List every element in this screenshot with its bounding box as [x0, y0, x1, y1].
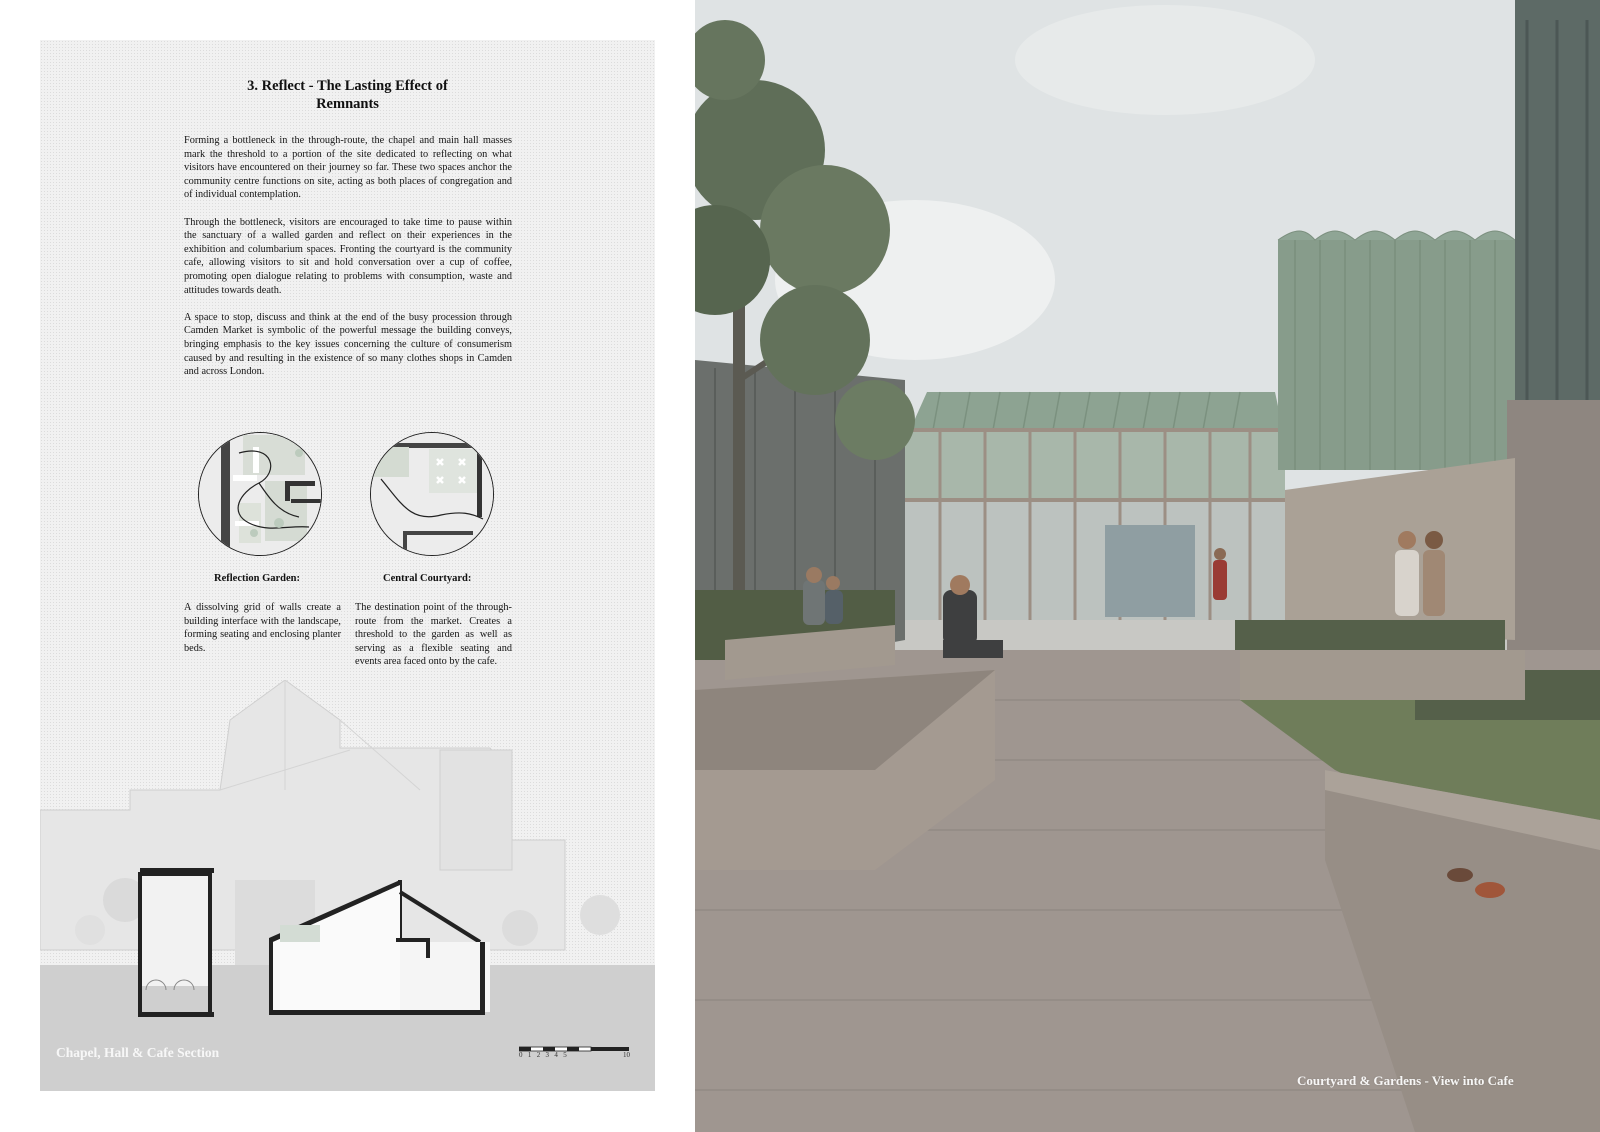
courtyard-render	[695, 0, 1600, 1132]
paragraph-2: Through the bottleneck, visitors are encouraged to take time to pause within the sanctuary of a walled garden and reflect on their experiences in the exhibition and columbarium spaces. Fronting the courtyard is the community cafe, allowing visitors to sit and hold conversation over a cup of coffee, promoting open dialogue relating to problems with consumption, waste and attitudes towards death.	[184, 216, 512, 296]
title-line-2: Remnants	[316, 96, 379, 112]
section-caption: Chapel, Hall & Cafe Section	[56, 1045, 220, 1060]
paragraph-3: A space to stop, discuss and think at the end of the busy procession through Camden Market is symbolic of the powerful message the building conveys, bringing emphasis to the key issues concerning the culture of consumerism caused by and resulting in the existence of so many clothes shops in Camden and across London.	[184, 311, 512, 378]
central-courtyard-plan	[370, 432, 494, 556]
reflection-garden-heading: Reflection Garden:	[214, 573, 301, 584]
reflection-garden-text: A dissolving grid of walls create a building interface with the landscape, forming seating and enclosing planter beds.	[184, 602, 341, 654]
body-text	[184, 134, 512, 392]
page-title	[40, 77, 655, 113]
scale-end-label: 10	[623, 1051, 630, 1059]
reflection-garden-plan	[198, 432, 322, 556]
paragraph-1: Forming a bottleneck in the through-route, the chapel and main hall masses mark the threshold to a portion of the site dedicated to reflecting on what visitors have encountered on their journey so far. These two spaces anchor the community centre functions on site, acting as both places of congregation and of individual contemplation.	[184, 135, 512, 201]
render-illustration	[695, 0, 1600, 1132]
section-drawing	[40, 680, 655, 1091]
scale-labels: 0 1 2 3 4 5	[519, 1051, 569, 1059]
central-courtyard-text: The destination point of the through-route from the market. Creates a threshold to the garden as well as serving as a flexible seating and events area faced onto by the cafe.	[355, 602, 512, 668]
render-caption: Courtyard & Gardens - View into Cafe	[1297, 1073, 1514, 1088]
title-line-1: 3. Reflect - The Lasting Effect of	[247, 78, 448, 94]
text-panel	[40, 40, 655, 1091]
central-courtyard-heading: Central Courtyard:	[383, 573, 472, 584]
